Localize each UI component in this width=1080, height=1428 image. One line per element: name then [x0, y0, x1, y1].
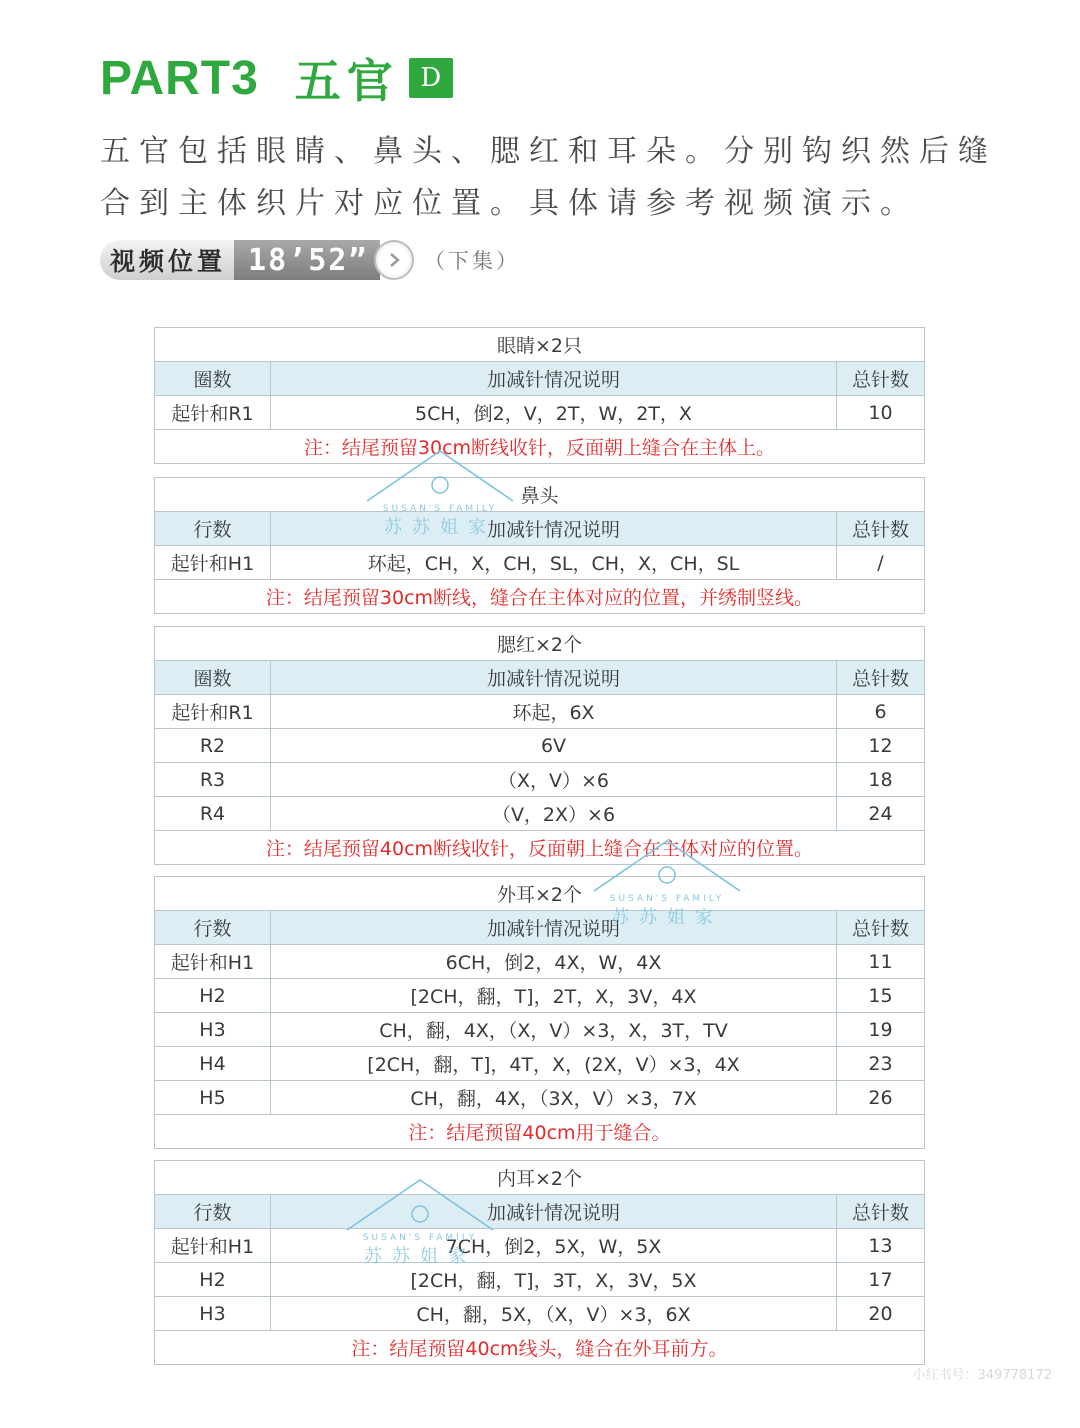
table-cell: 起针和H1: [155, 945, 271, 979]
table-cell: 13: [837, 1229, 925, 1263]
table-cell: 26: [837, 1081, 925, 1115]
table-cell: 6V: [271, 729, 837, 763]
table-cell: CH，翻，4X，（3X，V）×3，7X: [271, 1081, 837, 1115]
table-note-row: [155, 1331, 925, 1365]
table-cell: /: [836, 546, 924, 580]
table-row: [155, 396, 925, 430]
table-cell: H2: [155, 979, 271, 1013]
table-cell: 6CH，倒2，4X，W，4X: [271, 945, 837, 979]
table-cell: 环起，6X: [271, 695, 837, 729]
page-title: [100, 48, 453, 108]
column-header: 圈数: [155, 661, 271, 695]
table-1: [154, 477, 925, 614]
section-badge: D: [409, 58, 453, 98]
column-header: 行数: [155, 911, 271, 945]
table-caption-row: [155, 877, 925, 911]
table-caption-row: [155, 627, 925, 661]
table-row: [155, 797, 925, 831]
table-cell: [2CH，翻，T]，4T，X，(2X，V）×3，4X: [271, 1047, 837, 1081]
table-note-row: [155, 1115, 925, 1149]
table-note: 注：结尾预留40cm线头，缝合在外耳前方。: [155, 1331, 925, 1365]
table-row: [155, 1263, 925, 1297]
table-header-row: [155, 1195, 925, 1229]
table-cell: 7CH，倒2，5X，W，5X: [271, 1229, 837, 1263]
table-row: [155, 1297, 925, 1331]
table-row: [155, 729, 925, 763]
table-header-row: [155, 661, 925, 695]
table-3: [154, 876, 925, 1149]
table-cell: R4: [155, 797, 271, 831]
column-header: 加减针情况说明: [271, 512, 837, 546]
column-header: 加减针情况说明: [271, 1195, 837, 1229]
table-caption: 眼睛×2只: [155, 328, 925, 362]
table-cell: H3: [155, 1297, 271, 1331]
table-row: [155, 1229, 925, 1263]
svg-text:SUSAN'S FAMILY: SUSAN'S FAMILY: [609, 894, 725, 904]
svg-text:SUSAN'S FAMILY: SUSAN'S FAMILY: [382, 504, 498, 514]
column-header: 加减针情况说明: [271, 362, 837, 396]
play-icon[interactable]: [374, 240, 414, 280]
column-header: 总针数: [836, 512, 924, 546]
table-row: [155, 763, 925, 797]
svg-text:苏苏姐家: 苏苏姐家: [364, 1246, 476, 1267]
video-label: 视频位置: [100, 240, 234, 280]
table-header-row: [155, 512, 925, 546]
table-cell: 15: [837, 979, 925, 1013]
table-cell: 23: [837, 1047, 925, 1081]
table-cell: 18: [837, 763, 925, 797]
table-cell: 20: [837, 1297, 925, 1331]
table-caption: 外耳×2个: [155, 877, 925, 911]
table-caption-row: [155, 478, 925, 512]
table-note: 注：结尾预留40cm断线收针，反面朝上缝合在主体对应的位置。: [155, 831, 925, 865]
svg-text:苏苏姐家: 苏苏姐家: [384, 517, 496, 538]
table-cell: 起针和H1: [155, 546, 271, 580]
svg-text:SUSAN'S FAMILY: SUSAN'S FAMILY: [362, 1233, 478, 1243]
table-cell: [2CH，翻，T]，3T，X，3V，5X: [271, 1263, 837, 1297]
description: 五官包括眼睛、鼻头、腮红和耳朵。分别钩织然后缝合到主体织片对应位置。具体请参考视频演示。: [100, 134, 997, 221]
column-header: 总针数: [837, 911, 925, 945]
table-row: [155, 979, 925, 1013]
table-cell: R3: [155, 763, 271, 797]
table-note: 注：结尾预留30cm断线，缝合在主体对应的位置，并绣制竖线。: [155, 580, 925, 614]
table-cell: H2: [155, 1263, 271, 1297]
table-2: [154, 626, 925, 865]
table-note: 注：结尾预留40cm用于缝合。: [155, 1115, 925, 1149]
table-caption-row: [155, 1161, 925, 1195]
table-note-row: [155, 580, 925, 614]
table-cell: 19: [837, 1013, 925, 1047]
table-note: 注：结尾预留30cm断线收针，反面朝上缝合在主体上。: [155, 430, 925, 464]
video-position-bar[interactable]: [100, 238, 520, 282]
column-header: 行数: [155, 1195, 271, 1229]
table-cell: 起针和H1: [155, 1229, 271, 1263]
column-header: 加减针情况说明: [271, 911, 837, 945]
column-header: 圈数: [155, 362, 271, 396]
title-chinese: 五官: [294, 54, 399, 108]
corner-mark: 小红书号：349778172: [912, 1368, 1052, 1383]
column-header: 加减针情况说明: [271, 661, 837, 695]
table-cell: 环起，CH，X，CH，SL，CH，X，CH，SL: [271, 546, 837, 580]
table-cell: 10: [837, 396, 925, 430]
table-cell: 6: [837, 695, 925, 729]
table-row: [155, 1081, 925, 1115]
table-cell: H3: [155, 1013, 271, 1047]
table-header-row: [155, 362, 925, 396]
table-caption-row: [155, 328, 925, 362]
video-note: （下集）: [424, 249, 521, 273]
column-header: 总针数: [837, 661, 925, 695]
table-caption: 鼻头: [155, 478, 925, 512]
table-row: [155, 945, 925, 979]
table-row: [155, 546, 925, 580]
table-cell: 起针和R1: [155, 396, 271, 430]
table-row: [155, 1013, 925, 1047]
table-cell: 起针和R1: [155, 695, 271, 729]
table-cell: R2: [155, 729, 271, 763]
table-0: [154, 327, 925, 464]
table-row: [155, 1047, 925, 1081]
table-note-row: [155, 831, 925, 865]
column-header: 总针数: [837, 362, 925, 396]
video-time: 18’52”: [234, 240, 380, 280]
table-caption: 腮红×2个: [155, 627, 925, 661]
column-header: 总针数: [837, 1195, 925, 1229]
table-cell: （V，2X）×6: [271, 797, 837, 831]
table-cell: 17: [837, 1263, 925, 1297]
table-note-row: [155, 430, 925, 464]
table-cell: （X，V）×6: [271, 763, 837, 797]
table-row: [155, 695, 925, 729]
table-cell: CH，翻，4X，（X，V）×3，X，3T，TV: [271, 1013, 837, 1047]
table-caption: 内耳×2个: [155, 1161, 925, 1195]
table-cell: 24: [837, 797, 925, 831]
svg-text:苏苏姐家: 苏苏姐家: [611, 907, 723, 928]
table-cell: 11: [837, 945, 925, 979]
table-cell: [2CH，翻，T]，2T，X，3V，4X: [271, 979, 837, 1013]
table-4: [154, 1160, 925, 1365]
title-part: PART3: [100, 51, 259, 105]
column-header: 行数: [155, 512, 271, 546]
table-cell: 12: [837, 729, 925, 763]
table-cell: H4: [155, 1047, 271, 1081]
table-cell: H5: [155, 1081, 271, 1115]
table-header-row: [155, 911, 925, 945]
table-cell: 5CH，倒2，V，2T，W，2T，X: [271, 396, 837, 430]
table-cell: CH，翻，5X，（X，V）×3，6X: [271, 1297, 837, 1331]
